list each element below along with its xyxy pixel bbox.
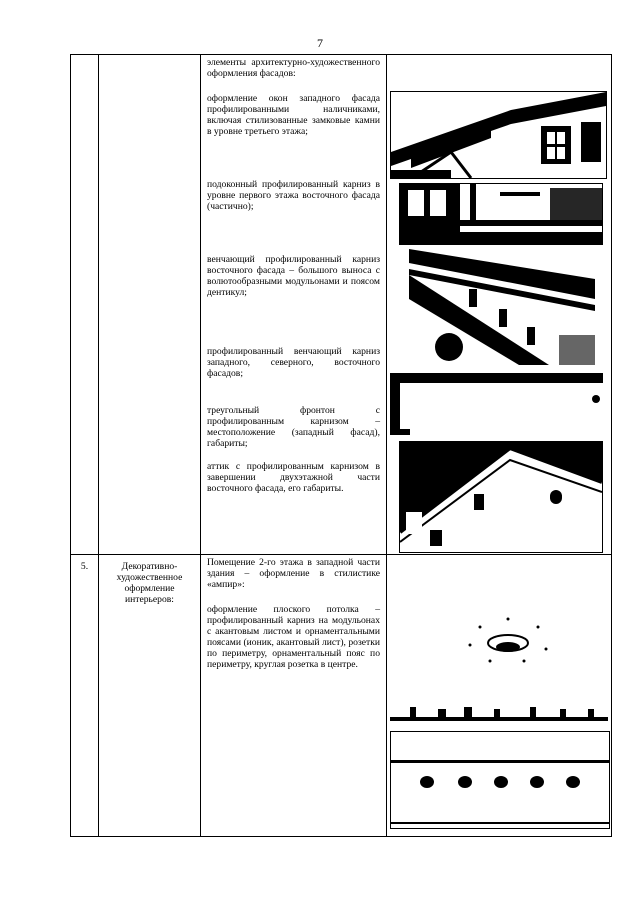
list-item: треугольный фронтон с профилированным карнизом – местоположение (западный фасад), габариты; <box>207 405 380 449</box>
description-cell <box>201 55 387 555</box>
description-cell <box>201 555 387 837</box>
table-row-5 <box>71 555 612 837</box>
category-cell <box>99 55 201 555</box>
photo-sill-cornice <box>399 183 603 245</box>
list-item: аттик с профилированным карнизом в завершении двухэтажной части восточного фасада, его габариты. <box>207 461 380 494</box>
photo-crowning-cornice <box>390 373 603 435</box>
list-item: венчающий профилированный карниз восточного фасада – большого выноса с волютообразными модульонами и поясом дентикул; <box>207 254 380 298</box>
photo-ceiling-rosette <box>390 557 608 727</box>
list-item: оформление окон западного фасада профилированными наличниками, включая стилизованные замковые камни в уровне третьего этажа; <box>207 93 380 137</box>
row-number-cell: 5. <box>71 555 99 837</box>
photo-ceiling-cornice <box>390 731 610 829</box>
page-number: 7 <box>317 36 323 50</box>
photos-cell <box>387 555 612 837</box>
list-item: оформление плоского потолка – профилированный карниз на модульонах с акантовым листом и орнаментальными поясами (ионик, акантовый лист), розетки по периметру, орнаментальный пояс по периметру, круглая розетка в центре. <box>207 604 380 670</box>
photos-cell <box>387 55 612 555</box>
photo-pediment <box>399 441 603 553</box>
photo-west-facade-windows <box>390 91 607 179</box>
category-cell: Декоративно-художественное оформление интерьеров: <box>99 555 201 837</box>
subject-of-protection-table <box>70 54 612 837</box>
list-item: элементы архитектурно-художественного оформления фасадов: <box>207 57 380 79</box>
list-item: профилированный венчающий карниз западного, северного, восточного фасадов; <box>207 346 380 379</box>
list-item: Помещение 2-го этажа в западной части здания – оформление в стилистике «ампир»: <box>207 557 380 590</box>
photo-crowning-cornice-modillions <box>409 249 595 365</box>
list-item: подоконный профилированный карниз в уровне первого этажа восточного фасада (частично); <box>207 179 380 212</box>
row-number-cell <box>71 55 99 555</box>
table-row-continuation <box>71 55 612 555</box>
